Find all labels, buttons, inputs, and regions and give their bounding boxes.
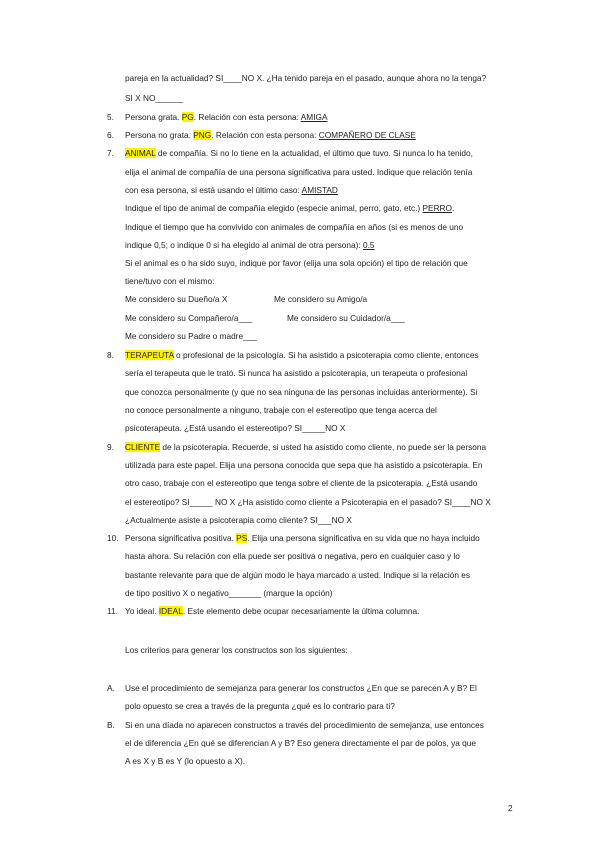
item-text: Persona grata. PG. Relación con esta persona: AMIGA (125, 112, 328, 122)
item-8-line-4: no conoce personalmente a ninguno, trabaje con el estereotipo que tenga acerca del (125, 405, 437, 415)
item-8-line-3: que conozca personalmente (y que no sea ninguna de las personas incluidas anteriormente). Si (125, 387, 478, 397)
item-10-line-4: de tipo positivo X o negativo_______ (marque la opción) (125, 588, 333, 598)
item-9-line-4: el estereotipo? SI_____ NO X ¿Ha asistido como cliente a Psicoterapia en el pasado? SI____NO X (125, 497, 491, 507)
criterion-b-line-3: A es X y B es Y (lo opuesto a X). (125, 756, 246, 766)
item-tag: PS (236, 533, 248, 543)
item-number: 5. (107, 112, 114, 122)
item-8-line-2: sería el terapeuta que le trató. Si nunca ha asistido a psicoterapia, un terapeuta o profesional (125, 368, 468, 378)
option-companero: Me considero su Compañero/a___ (125, 313, 253, 323)
option-amigo: Me considero su Amigo/a (274, 294, 368, 304)
intro-line-2: SI X NO______ (125, 93, 184, 103)
criterion-b-line-2: el de diferencia ¿En qué se diferencian A y B? Eso genera directamente el par de polos, ya que (125, 738, 476, 748)
criteria-heading: Los criterios para generar los constructos son los siguientes: (125, 645, 348, 655)
item-7-line-3: con esa persona, si está usando el último caso: AMISTAD (125, 185, 338, 195)
item-number: 11. (107, 606, 118, 616)
criterion-a-line-2: polo opuesto se crea a través de la pregunta ¿qué es lo contrario para ti? (125, 701, 395, 711)
item-tag: IDEAL (158, 606, 183, 616)
option-cuidador: Me considero su Cuidador/a___ (287, 313, 405, 323)
item-text: Persona no grata. PNG. Relación con esta persona: COMPAÑERO DE CLASE (125, 130, 416, 140)
item-number: 7. (107, 148, 114, 158)
item-9-line-2: utilizada para este papel. Elija una persona conocida que sepa que ha asistido a psicoterapia. En (125, 460, 483, 470)
item-7-line-2: elija el animal de compañía de una persona significativa para usted. Indique que relación tenía (125, 167, 473, 177)
item-7-line-4: Indique el tipo de animal de compañía elegido (especie animal, perro, gato, etc.) PERRO. (125, 203, 455, 213)
item-number: 9. (107, 442, 114, 452)
intro-line-1: pareja en la actualidad? SI____NO X. ¿Ha tenido pareja en el pasado, aunque ahora no la tenga? (125, 73, 487, 83)
option-dueno: Me considero su Dueño/a X (125, 294, 228, 304)
item-9-line-5: ¿Actualmente asiste a psicoterapia como cliente? SI___NO X (125, 515, 352, 525)
item-tag: TERAPEUTA (125, 350, 174, 360)
criterion-letter: B. (107, 720, 115, 730)
item-10-line-2: hasta ahora. Su relación con ella puede ser positiva o negativa, pero en cualquier caso y lo (125, 551, 460, 561)
item-answer: AMIGA (300, 112, 328, 122)
item-8-line-5: psicoterapeuta. ¿Está usando el estereotipo? SI_____NO X (125, 423, 346, 433)
item-tag: ANIMAL (125, 148, 156, 158)
item-answer: COMPAÑERO DE CLASE (318, 130, 416, 140)
item-7-line-6: indique 0,5; o indique 0 si ha elegido al animal de otra persona): 0.5 (125, 240, 375, 250)
item-number: 10. (107, 533, 119, 543)
item-number: 6. (107, 130, 114, 140)
item-tag: PNG (193, 130, 212, 140)
page-number: 2 (508, 803, 513, 813)
item-7-line-5: Indique el tiempo que ha convivido con animales de compañía en años (si es menos de uno (125, 222, 464, 232)
item-tag: CLIENTE (125, 442, 161, 452)
document-page: pareja en la actualidad? SI____NO X. ¿Ha tenido pareja en el pasado, aunque ahora no la tenga? SI X NO______ 5. Persona grata. PG. Relación con esta persona: AMIGA 6. Persona no grata. PNG. Relación con esta persona: COMPAÑERO DE CLASE 7. ANIMAL de compañía. Si no lo tiene en la actualidad, el último que tuvo. Si nunca lo ha tenido, elija el animal de compañía de una persona significativa para usted. Indique que relación tenía con esa persona, si está usando el último caso: AMISTAD Indique el tipo de animal de compañía elegido (especie animal, perro, gato, etc.) PERRO. Indique el tiempo que ha convivido con animales de compañía en años (si es menos de uno indique 0,5; o indique 0 si ha elegido al animal de otra persona): 0.5 Si el animal es o ha sido suyo, indique por favor (elija una sola opción) el tipo de relación que tiene/tuvo con el mismo: Me considero su Dueño/a X Me considero su Amigo/a Me considero su Compañero/a___ Me considero su Cuidador/a___ Me considero su Padre o madre___ 8. TERAPEUTA o profesional de la psicología. Si ha asistido a psicoterapia como cliente, entonces sería el terapeuta que le trató. Si nunca ha asistido a psicoterapia, un terapeuta o profesional que conozca personalmente (y que no sea ninguna de las personas incluidas anteriormente). Si no conoce personalmente a ninguno, trabaje con el estereotipo que tenga acerca del psicoterapeuta. ¿Está usando el estereotipo? SI_____NO X 9. CLIENTE de la psicoterapia. Recuerde, si usted ha asistido como cliente, no puede ser la persona utilizada para este papel. Elija una persona conocida que sepa que ha asistido a psicoterapia. En otro caso, trabaje con el estereotipo que tenga sobre el cliente de la psicoterapia. ¿Está usando el estereotipo? SI_____ NO X ¿Ha asistido como cliente a Psicoterapia en el pasado? SI____NO X ¿Actualmente asiste a psicoterapia como cliente? SI___NO X 10. Persona significativa positiva. PS. Elija una persona significativa en su vida que no haya incluido hasta ahora. Su relación con ella puede ser positiva o negativa, pero en cualquier caso y lo bastante relevante para que de algún modo le haya marcado a usted. Indique si la relación es de tipo positivo X o negativo_______ (marque la opción) 11. Yo ideal. IDEAL. Este elemento debe ocupar necesariamente la última columna. Los criterios para generar los constructos son los siguientes: A. Use el procedimiento de semejanza para generar los constructos ¿En que se parecen A y B? El polo opuesto se crea a través de la pregunta ¿qué es lo contrario para ti? B. Si en una díada no aparecen constructos a través del procedimiento de semejanza, use entonces el de diferencia ¿En qué se diferencian A y B? Eso genera directamente el par de polos, ya que A es X y B es Y (lo opuesto a X). 2 (107, 73, 513, 813)
item-9-line-3: otro caso, trabaje con el estereotipo que tenga sobre el cliente de la psicoterapia. ¿Está usando (125, 478, 478, 488)
option-padre: Me considero su Padre o madre___ (125, 331, 257, 341)
item-10-line-3: bastante relevante para que de algún modo le haya marcado a usted. Indique si la relación es (125, 570, 471, 580)
criterion-letter: A. (107, 683, 115, 693)
item-7-line-7: Si el animal es o ha sido suyo, indique por favor (elija una sola opción) el tipo de relación que (125, 258, 468, 268)
item-tag: PG (181, 112, 194, 122)
item-7-line-8: tiene/tuvo con el mismo: (125, 276, 215, 286)
item-number: 8. (107, 350, 114, 360)
